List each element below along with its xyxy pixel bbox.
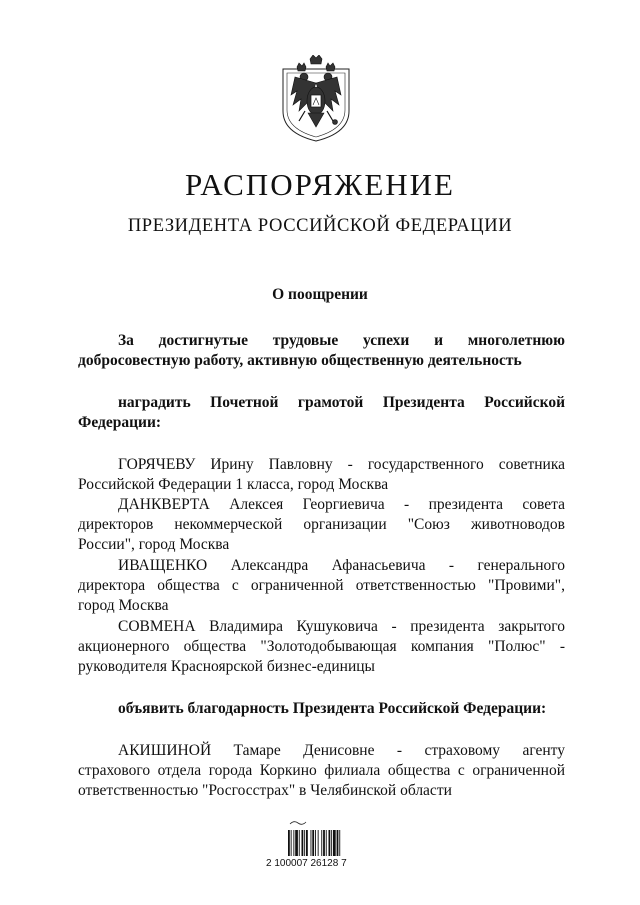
gratitude-recipient-line: ответственностью "Росгосстрах" в Челябинской области [78,782,452,799]
awardee-line: ДАНКВЕРТА Алексея Георгиевича - президента совета [118,496,565,513]
award-intro-line: наградить Почетной грамотой Президента Российской [118,394,565,411]
barcode-number: 2 100007 26128 7 [266,858,347,869]
awardee-line: СОВМЕНА Владимира Кушуковича - президента закрытого [118,618,565,635]
document-heading: О поощрении [272,286,368,303]
awardee-line: акционерного общества "Золотодобывающая компания "Полюс" - [78,638,565,655]
document-title: РАСПОРЯЖЕНИЕ [185,167,455,202]
awardee-line: директора общества с ограниченной ответственностью "Провими", [78,577,565,594]
awardee-line: город Москва [78,597,169,614]
awardee-line: руководителя Красноярской бизнес-единицы [78,658,375,675]
gratitude-recipient-line: страхового отдела города Коркино филиала общества с ограниченной [78,762,565,779]
awardee-line: ГОРЯЧЕВУ Ирину Павловну - государственного советника [118,456,565,473]
award-intro-line: Федерации: [78,414,162,431]
awardee-line: директоров некоммерческой организации "Союз животноводов [78,516,565,533]
preamble-line: добросовестную работу, активную общественную деятельность [78,352,522,369]
preamble-line: За достигнутые трудовые успехи и многолетнюю [118,332,565,349]
document-subtitle: ПРЕЗИДЕНТА РОССИЙСКОЙ ФЕДЕРАЦИИ [127,216,513,236]
gratitude-recipient-line: АКИШИНОЙ Тамаре Денисовне - страховому агенту [118,742,565,759]
russian-coat-of-arms-icon [275,55,357,143]
awardee-line: ИВАЩЕНКО Александра Афанасьевича - генерального [118,557,565,574]
awardee-line: России", город Москва [78,536,230,553]
awardee-line: Российской Федерации 1 класса, город Москва [78,476,389,493]
gratitude-intro: объявить благодарность Президента Российской Федерации: [118,700,547,717]
barcode-icon [282,818,362,890]
